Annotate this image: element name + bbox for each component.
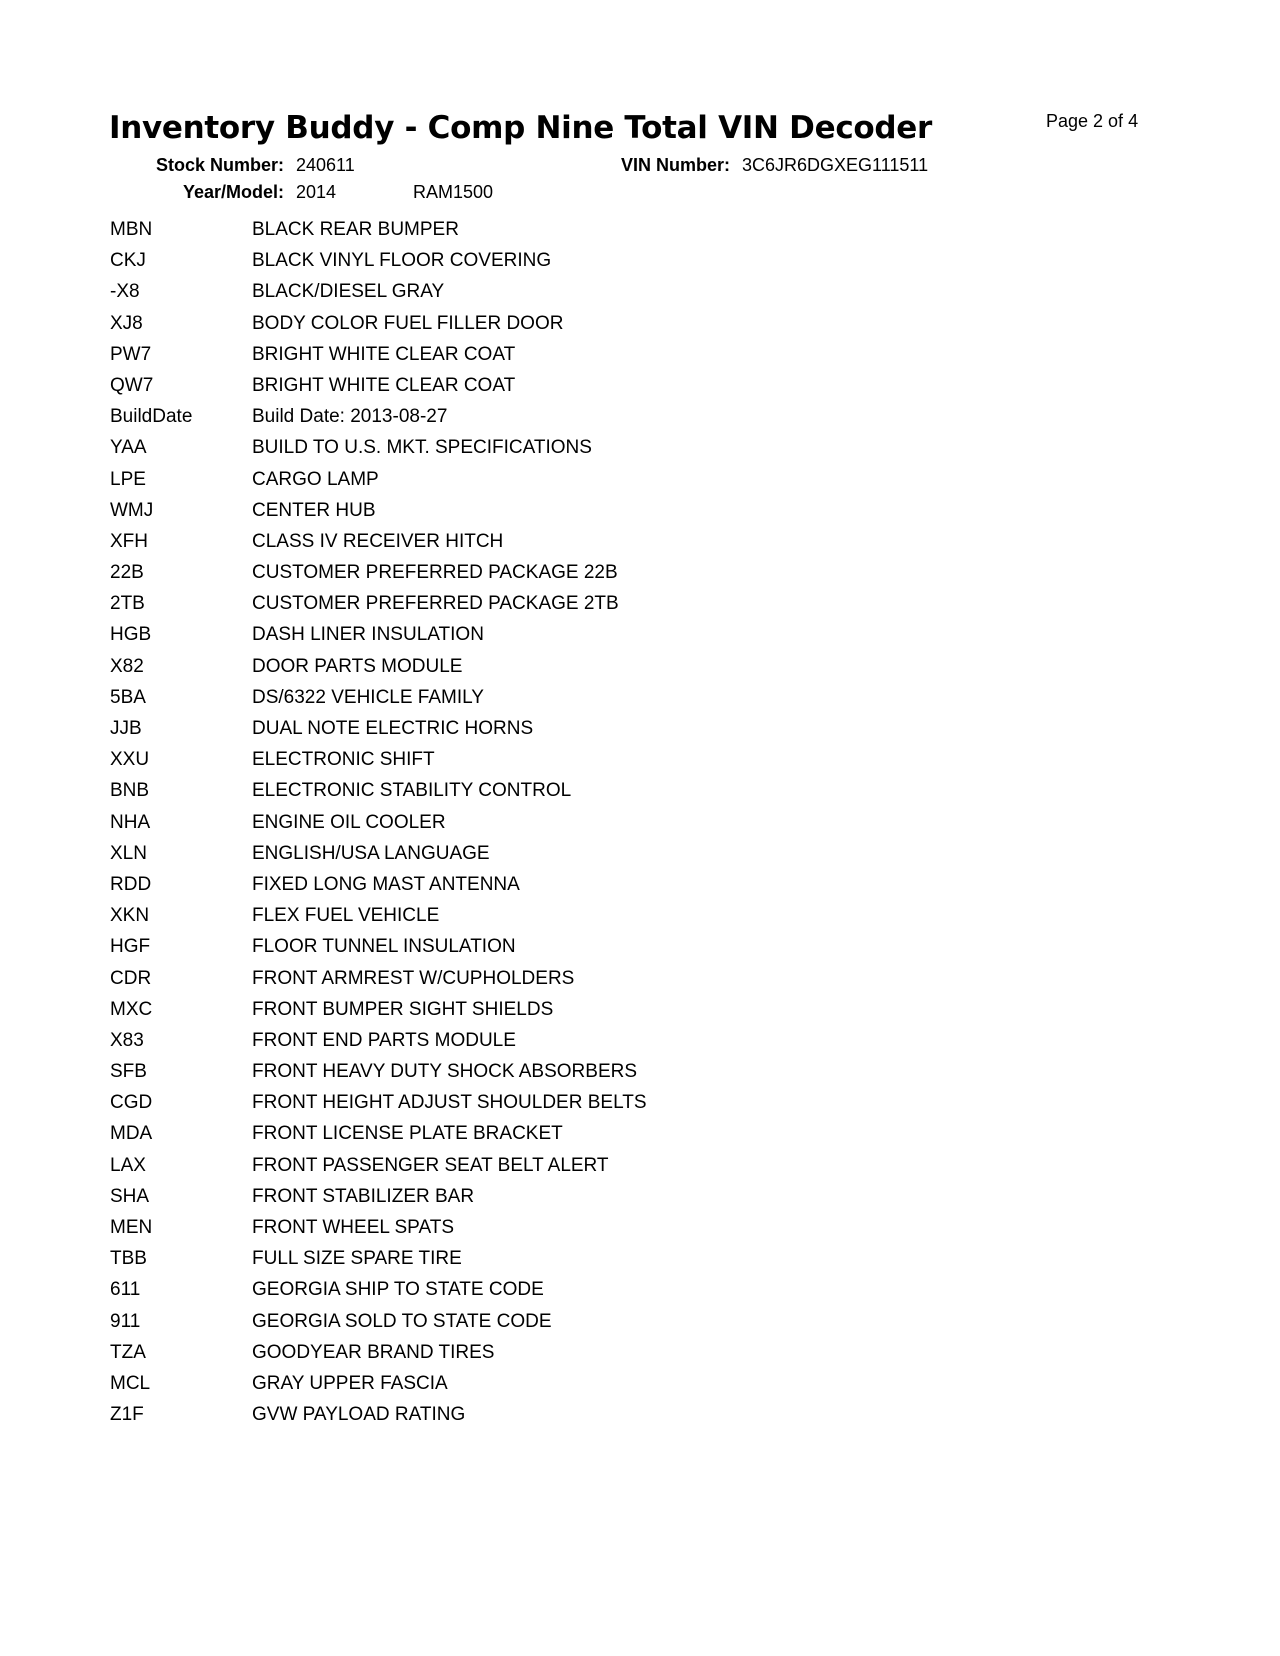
option-row (0, 1247, 1280, 1278)
vin-number-value: 3C6JR6DGXEG111511 (742, 155, 929, 175)
option-description: FRONT HEAVY DUTY SHOCK ABSORBERS (252, 1061, 638, 1083)
option-code: HGF (110, 936, 151, 958)
option-row (0, 436, 1280, 467)
option-code: QW7 (110, 374, 154, 396)
option-code: LPE (110, 468, 146, 490)
option-code-list (0, 218, 1280, 1434)
option-row (0, 935, 1280, 966)
option-code: NHA (110, 811, 151, 833)
option-row (0, 717, 1280, 748)
option-description: FRONT PASSENGER SEAT BELT ALERT (252, 1154, 609, 1176)
option-description: FLEX FUEL VEHICLE (252, 905, 440, 927)
option-description: FRONT ARMREST W/CUPHOLDERS (252, 967, 575, 989)
option-description: ELECTRONIC STABILITY CONTROL (252, 780, 572, 802)
option-code: BNB (110, 780, 150, 802)
option-code: PW7 (110, 343, 152, 365)
option-description: ENGLISH/USA LANGUAGE (252, 842, 490, 864)
option-row (0, 1154, 1280, 1185)
option-row (0, 1372, 1280, 1403)
stock-number-value: 240611 (296, 155, 355, 175)
option-row (0, 655, 1280, 686)
option-code: 911 (110, 1310, 141, 1332)
option-description: BODY COLOR FUEL FILLER DOOR (252, 312, 564, 334)
year-value: 2014 (296, 182, 337, 202)
option-row (0, 592, 1280, 623)
option-description: GEORGIA SOLD TO STATE CODE (252, 1310, 552, 1332)
option-code: CGD (110, 1092, 153, 1114)
option-code: CDR (110, 967, 152, 989)
option-description: GRAY UPPER FASCIA (252, 1372, 448, 1394)
option-description: FRONT BUMPER SIGHT SHIELDS (252, 998, 554, 1020)
option-code: 5BA (110, 686, 146, 708)
option-code: XKN (110, 905, 150, 927)
option-description: FRONT WHEEL SPATS (252, 1217, 454, 1238)
option-row (0, 1185, 1280, 1216)
option-row (0, 873, 1280, 904)
option-code: MBN (110, 219, 153, 240)
option-code: XXU (110, 749, 150, 771)
option-code: MXC (110, 998, 153, 1020)
option-description: DASH LINER INSULATION (252, 624, 484, 646)
stock-number-label: Stock Number: (155, 155, 284, 175)
option-description: BLACK REAR BUMPER (252, 219, 459, 240)
option-code: XFH (110, 530, 148, 552)
option-row (0, 1122, 1280, 1153)
option-description: BLACK VINYL FLOOR COVERING (252, 250, 552, 272)
option-row (0, 1341, 1280, 1372)
option-description: Build Date: 2013-08-27 (252, 406, 448, 428)
option-row (0, 1310, 1280, 1341)
option-code: 2TB (110, 593, 145, 615)
year-model-label: Year/Model: (182, 182, 284, 202)
option-description: DOOR PARTS MODULE (252, 655, 463, 677)
option-row (0, 779, 1280, 810)
option-row (0, 1216, 1280, 1247)
option-code: X82 (110, 655, 144, 677)
option-row (0, 1091, 1280, 1122)
option-row (0, 280, 1280, 311)
option-code: -X8 (110, 281, 140, 303)
option-code: XLN (110, 842, 147, 864)
option-description: FLOOR TUNNEL INSULATION (252, 936, 516, 958)
option-description: ENGINE OIL COOLER (252, 811, 446, 833)
option-description: GVW PAYLOAD RATING (252, 1404, 466, 1426)
option-code: MEN (110, 1217, 153, 1238)
option-row (0, 468, 1280, 499)
option-code: MDA (110, 1123, 153, 1145)
option-row (0, 374, 1280, 405)
option-row (0, 1278, 1280, 1309)
option-row (0, 312, 1280, 343)
option-description: BRIGHT WHITE CLEAR COAT (252, 343, 516, 365)
option-description: GOODYEAR BRAND TIRES (252, 1341, 495, 1363)
option-row (0, 405, 1280, 436)
option-description: GEORGIA SHIP TO STATE CODE (252, 1279, 544, 1301)
option-row (0, 998, 1280, 1029)
option-description: FRONT HEIGHT ADJUST SHOULDER BELTS (252, 1092, 647, 1114)
option-code: TBB (110, 1248, 147, 1270)
option-row (0, 499, 1280, 530)
option-row (0, 530, 1280, 561)
option-code: WMJ (110, 499, 154, 521)
option-description: FIXED LONG MAST ANTENNA (252, 873, 520, 895)
option-row (0, 1060, 1280, 1091)
option-code: RDD (110, 873, 152, 895)
option-description: FRONT LICENSE PLATE BRACKET (252, 1123, 563, 1145)
option-description: CLASS IV RECEIVER HITCH (252, 530, 504, 552)
option-description: FULL SIZE SPARE TIRE (252, 1248, 462, 1270)
option-row (0, 811, 1280, 842)
option-description: CARGO LAMP (252, 468, 379, 490)
option-row (0, 686, 1280, 717)
option-row (0, 967, 1280, 998)
option-code: MCL (110, 1372, 151, 1394)
vin-number-label: VIN Number: (620, 155, 730, 175)
option-code: 611 (110, 1279, 141, 1301)
option-code: JJB (110, 718, 142, 739)
option-code: SHA (110, 1185, 150, 1207)
option-description: FRONT STABILIZER BAR (252, 1185, 475, 1207)
option-row (0, 623, 1280, 654)
option-row (0, 748, 1280, 779)
option-description: BRIGHT WHITE CLEAR COAT (252, 374, 516, 396)
option-description: BLACK/DIESEL GRAY (252, 281, 445, 303)
option-description: CUSTOMER PREFERRED PACKAGE 2TB (252, 593, 619, 615)
option-code: TZA (110, 1341, 146, 1363)
option-code: SFB (110, 1061, 147, 1083)
option-row (0, 904, 1280, 935)
option-row (0, 249, 1280, 280)
option-code: X83 (110, 1029, 144, 1051)
option-code: XJ8 (110, 312, 143, 334)
option-description: CENTER HUB (252, 499, 376, 521)
option-description: ELECTRONIC SHIFT (252, 749, 435, 771)
option-code: LAX (110, 1154, 146, 1176)
option-code: YAA (110, 437, 147, 459)
report-title: Inventory Buddy - Comp Nine Total VIN Decoder (109, 110, 933, 146)
option-row (0, 842, 1280, 873)
option-row (0, 561, 1280, 592)
option-code: HGB (110, 624, 152, 646)
option-description: DS/6322 VEHICLE FAMILY (252, 686, 484, 708)
option-row (0, 1403, 1280, 1434)
option-code: 22B (110, 562, 144, 584)
option-code: Z1F (110, 1404, 144, 1426)
option-row (0, 343, 1280, 374)
option-description: CUSTOMER PREFERRED PACKAGE 22B (252, 562, 618, 584)
option-code: BuildDate (110, 406, 193, 428)
option-row (0, 218, 1280, 249)
option-description: FRONT END PARTS MODULE (252, 1029, 516, 1051)
option-description: BUILD TO U.S. MKT. SPECIFICATIONS (252, 437, 592, 459)
option-code: CKJ (110, 250, 146, 272)
option-description: DUAL NOTE ELECTRIC HORNS (252, 718, 534, 739)
option-row (0, 1029, 1280, 1060)
page-indicator: Page 2 of 4 (1046, 111, 1139, 131)
model-value: RAM1500 (413, 182, 494, 202)
